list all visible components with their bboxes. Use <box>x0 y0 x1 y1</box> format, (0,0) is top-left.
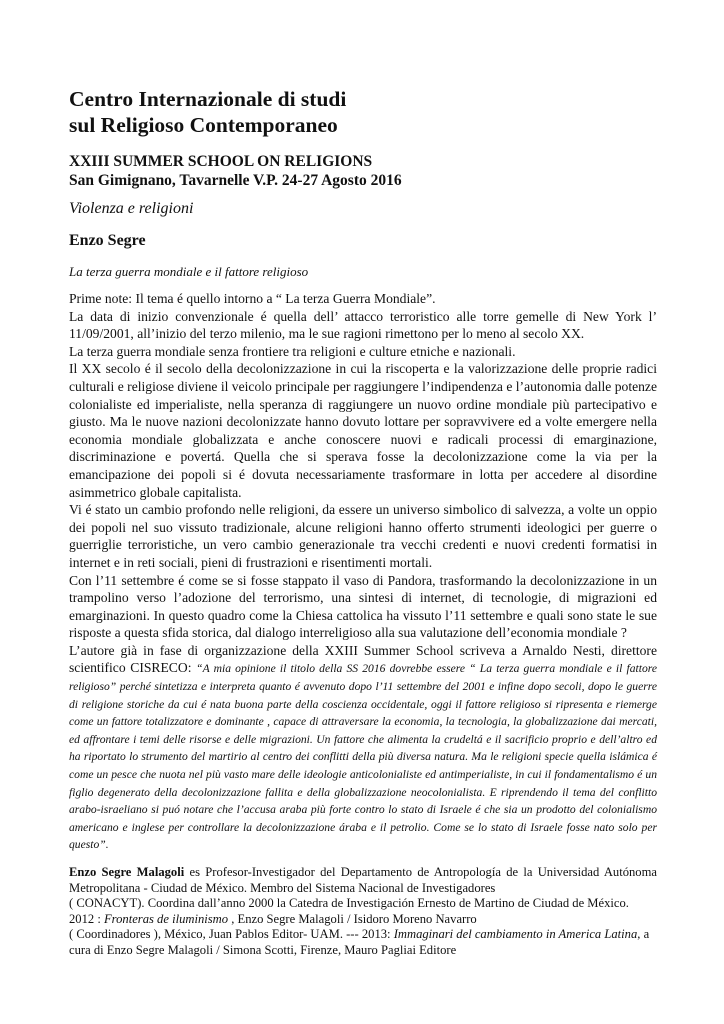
page-title <box>69 86 657 138</box>
author-bio <box>69 865 657 959</box>
bio-name: Enzo Segre Malagoli <box>69 865 185 879</box>
title-line-1: Centro Internazionale di studi <box>69 87 347 111</box>
paragraph-with-quote <box>69 642 657 853</box>
paper-subtitle: La terza guerra mondiale e il fattore religioso <box>69 264 309 279</box>
bio-line <box>69 865 657 896</box>
bio-affiliation: es Profesor-Investigador del Departamento de Antropología de la Universidad Autónoma Metropolitana - Ciudad de México. Membro del Sistema Nacional de Investigadores <box>69 865 657 895</box>
document-page <box>69 86 657 959</box>
title-line-2: sul Religioso Contemporaneo <box>69 113 338 137</box>
publication-title: Immaginari del cambiamento in America Latina <box>393 927 638 942</box>
paragraph: Il XX secolo é il secolo della decolonizzazione in cui la riscoperta e la valorizzazione delle proprie radici culturali e religiose diviene il veicolo principale per raggiungere l’indipendenza e l’autonomia dalle potenze colonialiste ed imperialiste, nella speranza di raggiungere un nuovo ordine mondiale più partecipativo e giusto. Ma le nuove nazioni decolonizzate hanno dovuto lottare per sopravvivere ed a volte emergere nella economia mondiale globalizzata e anche conoscere nuovi e radicali processi di emarginazione, discriminazione e povertá. Quella che si sperava fosse la decolonizzazione come la via per la emancipazione dei popoli si é dovuta necessariamente trasformare in lotta per accedere al disordine asimmetrico globale capitalista. <box>69 361 657 500</box>
publication-details: ( Coordinadores ), México, Juan Pablos Editor- UAM. --- 2013: <box>69 927 394 942</box>
paragraph: La data di inizio convenzionale é quella dell’ attacco terroristico alle torre gemelle di New York l’ 11/09/2001, all’inizio del terzo milenio, ma le sue ragioni rimettono per lo meno al secolo XX. <box>69 308 657 342</box>
publication <box>69 927 657 958</box>
publication-authors: , a cura di Enzo Segre Malagoli / Simona Scotti, Firenze, Mauro Pagliai Editore <box>69 927 650 957</box>
author: Enzo Segre <box>69 232 146 249</box>
paragraph: Con l’11 settembre é come se si fosse stappato il vaso di Pandora, trasformando la decolonizzazione in un trampolino verso l’adozione del terrorismo, una sintesi di internet, di tecnologie, di migrazioni ed emarginazioni. In questo quadro come la Chiesa cattolica ha vissuto l’11 settembre e quali sono state le sue risposte a questa sfida storica, dal dialogo interreligioso alla sua valutazione dell’economia mondiale ? <box>69 572 657 641</box>
event-place-date: San Gimignano, Tavarnelle V.P. 24-27 Agosto 2016 <box>69 172 402 189</box>
body-text <box>69 290 657 853</box>
paragraph: Prime note: Il tema é quello intorno a “ La terza Guerra Mondiale”. <box>69 291 436 306</box>
paragraph: La terza guerra mondiale senza frontiere tra religioni e culture etniche e nazionali. <box>69 343 516 359</box>
bio-line: ( CONACYT). Coordina dall’anno 2000 la Catedra de Investigación Ernesto de Martino de Ciudad de México. <box>69 896 629 911</box>
publication <box>69 912 657 928</box>
publication-authors: , Enzo Segre Malagoli / Isidoro Moreno Navarro <box>228 911 477 926</box>
topic: Violenza e religioni <box>69 200 194 217</box>
paragraph: Vi é stato un cambio profondo nelle religioni, da essere un universo simbolico di salvezza, a volte un oppio dei popoli nel suo vissuto tradizionale, alcune religioni hanno offerto strumenti ideologici per guerre o guerriglie terroristiche, un vero cambio generazionale tra vecchi credenti e nuovi credenti formatisi in internet e in reti sociali, pieni di frustrazioni e risentimenti mortali. <box>69 502 657 570</box>
publication-year: 2012 : <box>69 911 104 926</box>
event-name: XXIII SUMMER SCHOOL ON RELIGIONS <box>69 153 373 170</box>
quote-text: “A mia opinione il titolo della SS 2016 dovrebbe essere “ La terza guerra mondiale e il fattore religioso” perché sintetizza e interpreta quanto é avvenuto dopo l’11 settembre del 2001 e infine dopo secoli, dopo le guerre di religione storiche da cui é nata buona parte della coscienza occidentale, oggi il fattore religioso si ripresenta e riemerge come un fattore totalizzatore e dominante , capace di attraversare la economia, la tecnologia, la globalizzazione dai mercati, ed affrontare i temi delle risorse e delle migrazioni. Un fattore che alimenta la crudeltá e il sacrificio proprio e dell’altro ed ha riportato lo strumento del martirio al centro dei conflitti della più diversa natura. Ma le religioni specie quella islámica é come un pesce che nuota nel più vasto mare delle ideologie anticolonialiste ed antimperialiste, in cui il fondamentalismo é un figlio degenerato della decolonizzazione fallita e della globalizzazione neocolonialista. E riprendendo il tema del conflitto arabo-israeliano si puó notare che l’accusa araba più forte contro lo stato di Israele é che sia un prodotto del colonialismo americano e inglese per controllare la decolonizzazione áraba e il petrolio. Come se lo stato di Israele fosse nato solo per questo”. <box>69 662 657 852</box>
event-heading <box>69 152 657 190</box>
quote-intro: L’autore già in fase di organizzazione della XXIII Summer School scriveva a Arnaldo Nesti, direttore scientifico CISRECO: <box>69 642 657 676</box>
publication-title: Fronteras de iluminismo <box>103 911 229 926</box>
